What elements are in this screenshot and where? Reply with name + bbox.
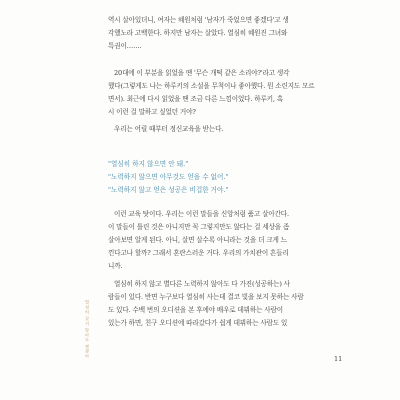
quote-block [108, 158, 340, 197]
text-line: 했다(그렇게도 나는 하루키의 소설을 무척이나 좋아했다. 뭔 소린지도 모르 [108, 82, 315, 90]
text-line: 이 말들이 틀린 것은 아니지만 꼭 그렇지만도 않다는 걸 세상을 좀 [108, 223, 290, 231]
text-line: 낀다고나 할까? 그래서 혼란스러운 거다. 우리의 가치관이 흔들리 [108, 249, 289, 257]
text-line: 시 이런 걸 말하고 싶었던 거야? [108, 108, 196, 116]
running-head: 열심히 살지 않아도 괜찮아 [85, 300, 90, 359]
paragraph-2 [108, 67, 340, 119]
text-line: 도 있다. 수백 번의 오디션을 본 후에야 배우로 데뷔하는 사람이 [108, 306, 283, 314]
text-line: 람들이 있다. 반면 누구보다 열심히 사는데 결코 빛을 보지 못하는 사람 [108, 293, 304, 301]
text-line: 20대에 이 부분을 읽었을 땐 '무슨 개떡 같은 소리야?'라고 생각 [114, 69, 290, 77]
paragraph-4 [108, 208, 340, 273]
text-line: 우리는 어릴 때부터 정신교육을 받는다. [114, 125, 224, 133]
quote-line: "열심히 하지 않으면 안 돼." [108, 160, 189, 168]
text-line: 역시 살아있더니, 여자는 혜원처럼 '남자가 죽었으면 좋겠다'고 생 [108, 16, 289, 24]
paragraph-1 [108, 14, 340, 53]
paragraph-3 [108, 123, 340, 136]
paragraph-5 [108, 278, 340, 330]
page-number: 11 [334, 355, 343, 363]
text-line: 열심히 하지 않고 별다른 노력하지 않아도 다 가진(성공하는) 사 [114, 280, 290, 288]
quote-line: "노력하지 않으면 아무것도 얻을 수 없어." [108, 173, 229, 181]
text-line: 살아보면 알게 된다. 아니, 살면 살수록 아니라는 것을 더 크게 느 [108, 236, 287, 244]
text-line: 이런 교육 탓이다. 우리는 이런 말들을 신앙처럼 품고 살아간다. [114, 210, 289, 218]
text-line: 각했노라 고백한다. 하지만 남자는 살았다. 열심히 혜원진 그녀와 [108, 29, 288, 37]
text-line: 특권이……. [108, 42, 142, 50]
text-line: 니까. [108, 262, 123, 270]
text-line: 있는가 하면, 친구 오디션에 따라갔다가 쉽게 데뷔하는 사람도 있 [108, 319, 288, 327]
text-line: 면서). 최근에 다시 읽었을 땐 조금 다른 느낌이었다. 하루키, 혹 [108, 95, 284, 103]
quote-line: "노력하지 않고 얻은 성공은 비겁한 거야." [108, 186, 229, 194]
